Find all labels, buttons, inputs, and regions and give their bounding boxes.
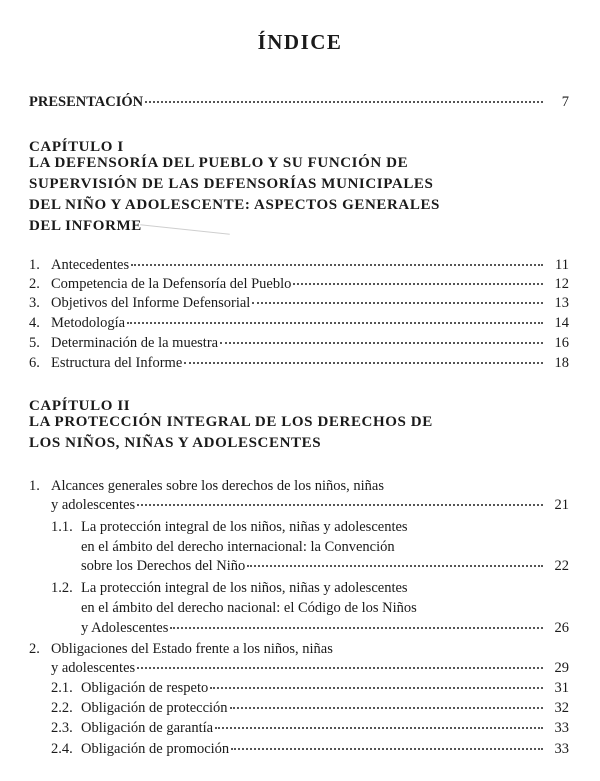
toc-entry-label: Alcances generales sobre los derechos de los niños, niñas — [51, 478, 384, 494]
toc-entry-label: La protección integral de los niños, niñas y adolescentes — [81, 519, 408, 535]
toc-entry-label: Obligación de protección — [81, 700, 228, 716]
toc-entry-number: 2. — [29, 276, 40, 292]
toc-entry-number: 2.1. — [51, 680, 73, 696]
chapter-2-heading: CAPÍTULO II — [29, 398, 131, 414]
toc-entry-number: 2.2. — [51, 700, 73, 716]
dot-leader — [230, 706, 543, 709]
chapter-2-title-line: LOS NIÑOS, NIÑAS Y ADOLESCENTES — [29, 435, 322, 451]
dot-leader — [137, 666, 543, 669]
toc-entry-number: 1.1. — [51, 519, 73, 535]
toc-entry-label: Metodología — [51, 315, 126, 331]
toc-entry-number: 2. — [29, 641, 40, 657]
toc-page-number: 18 — [554, 355, 569, 371]
toc-page-number: 21 — [554, 497, 569, 513]
toc-page-number: 26 — [554, 620, 569, 636]
dot-leader — [247, 564, 543, 567]
toc-entry[interactable] — [51, 496, 569, 514]
toc-page-number: 14 — [554, 315, 569, 331]
toc-entry-number: 2.3. — [51, 720, 73, 736]
scan-mark — [140, 224, 230, 234]
chapter-1-title-line: LA DEFENSORÍA DEL PUEBLO Y SU FUNCIÓN DE — [29, 155, 409, 171]
toc-page-number: 12 — [554, 276, 569, 292]
chapter-2-title-line: LA PROTECCIÓN INTEGRAL DE LOS DERECHOS DE — [29, 414, 433, 430]
toc-entry-label: Obligación de respeto — [81, 680, 209, 696]
chapter-1-title-line: SUPERVISIÓN DE LAS DEFENSORÍAS MUNICIPALES — [29, 176, 434, 192]
dot-leader — [215, 726, 543, 729]
chapter-1-title-line: DEL INFORME — [29, 218, 142, 234]
dot-leader — [220, 341, 543, 344]
dot-leader — [137, 503, 543, 506]
toc-entry[interactable] — [29, 256, 569, 274]
toc-entry-label: Obligación de garantía — [81, 720, 214, 736]
toc-entry-number: 1. — [29, 257, 40, 273]
toc-entry-label: Obligación de promoción — [81, 741, 230, 757]
toc-entry-number: 5. — [29, 335, 40, 351]
toc-entry-label: Determinación de la muestra — [51, 335, 219, 351]
toc-entry-label: La protección integral de los niños, niñas y adolescentes — [81, 580, 408, 596]
toc-entry-number: 2.4. — [51, 741, 73, 757]
dot-leader — [210, 686, 543, 689]
toc-entry-label: y Adolescentes — [81, 620, 169, 636]
toc-page-number: 31 — [554, 680, 569, 696]
toc-page-number: 29 — [554, 660, 569, 676]
toc-entry-label: y adolescentes — [51, 497, 136, 513]
toc-entry[interactable] — [81, 557, 569, 575]
dot-leader — [252, 301, 543, 304]
toc-entry-label: Obligaciones del Estado frente a los niños, niñas — [51, 641, 333, 657]
toc-entry-label: Estructura del Informe — [51, 355, 183, 371]
dot-leader — [293, 282, 543, 285]
toc-entry-label: Antecedentes — [51, 257, 130, 273]
toc-page-number: 11 — [555, 257, 569, 273]
toc-entry[interactable] — [29, 334, 569, 352]
dot-leader — [184, 361, 543, 364]
toc-entry[interactable] — [51, 719, 569, 737]
toc-entry[interactable] — [29, 294, 569, 312]
page-title: ÍNDICE — [257, 30, 343, 54]
toc-entry-label: sobre los Derechos del Niño — [81, 558, 246, 574]
toc-entry-label: y adolescentes — [51, 660, 136, 676]
toc-page-number: 13 — [554, 295, 569, 311]
toc-page-number: 7 — [561, 94, 569, 110]
toc-entry-label: PRESENTACIÓN — [29, 94, 144, 110]
toc-entry[interactable] — [81, 619, 569, 637]
dot-leader — [127, 321, 543, 324]
toc-entry-number: 6. — [29, 355, 40, 371]
toc-entry-label: Competencia de la Defensoría del Pueblo — [51, 276, 292, 292]
toc-entry-number: 1. — [29, 478, 40, 494]
chapter-1-title-line: DEL NIÑO Y ADOLESCENTE: ASPECTOS GENERALES — [29, 197, 441, 213]
toc-page-number: 33 — [554, 741, 569, 757]
toc-entry[interactable] — [51, 740, 569, 758]
toc-entry-label: Objetivos del Informe Defensorial — [51, 295, 251, 311]
toc-entry[interactable] — [51, 659, 569, 677]
dot-leader — [145, 100, 543, 103]
toc-entry-label: en el ámbito del derecho internacional: la Convención — [81, 539, 395, 555]
toc-page-number: 32 — [554, 700, 569, 716]
toc-page-number: 33 — [554, 720, 569, 736]
toc-entry-presentation[interactable] — [29, 93, 569, 111]
toc-entry[interactable] — [29, 354, 569, 372]
toc-entry-number: 1.2. — [51, 580, 73, 596]
chapter-1-heading: CAPÍTULO I — [29, 139, 124, 155]
toc-entry-number: 4. — [29, 315, 40, 331]
dot-leader — [231, 747, 543, 750]
toc-entry[interactable] — [51, 699, 569, 717]
toc-entry-number: 3. — [29, 295, 40, 311]
dot-leader — [170, 626, 543, 629]
dot-leader — [131, 263, 543, 266]
toc-entry[interactable] — [29, 275, 569, 293]
toc-entry-label: en el ámbito del derecho nacional: el Código de los Niños — [81, 600, 417, 616]
toc-entry[interactable] — [51, 679, 569, 697]
toc-page-number: 22 — [554, 558, 569, 574]
toc-page-number: 16 — [554, 335, 569, 351]
toc-entry[interactable] — [29, 314, 569, 332]
